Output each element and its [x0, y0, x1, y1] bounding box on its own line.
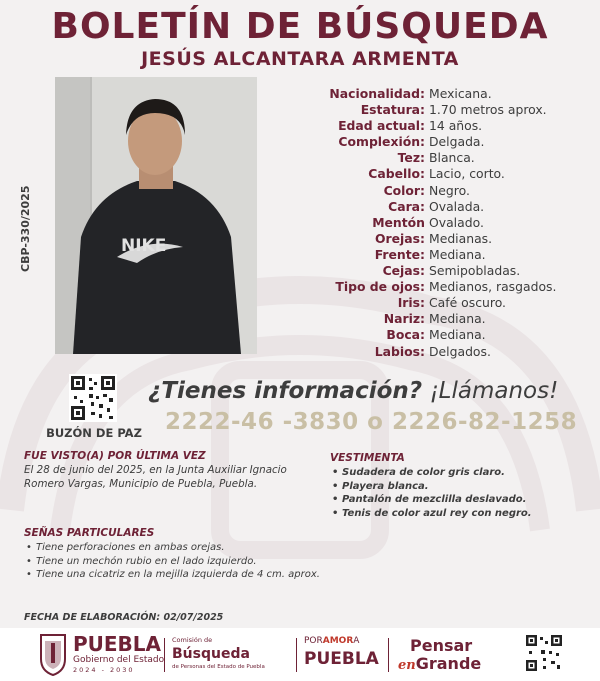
spec-value: Semipobladas.	[429, 263, 521, 279]
spec-value: Ovalada.	[429, 198, 485, 214]
spec-row	[300, 102, 590, 118]
case-code: CBP-330/2025	[19, 185, 32, 272]
spec-row	[300, 247, 590, 263]
state-shield-icon	[38, 631, 68, 677]
spec-label: Mentón	[372, 214, 425, 230]
spec-row	[300, 295, 590, 311]
cta-call: ¡Llámanos!	[429, 378, 559, 404]
missing-person-photo	[55, 77, 257, 354]
spec-row	[300, 150, 590, 166]
spec-value: Mexicana.	[429, 86, 492, 101]
shirt-logo-text: NIKE	[121, 236, 167, 256]
spec-label: Complexión:	[338, 134, 425, 150]
list-item: • Playera blanca.	[330, 480, 595, 494]
spec-value: Medianos, rasgados.	[429, 279, 557, 295]
divider	[296, 638, 297, 672]
spec-label: Cejas:	[382, 263, 425, 279]
years-text: 2024 - 2030	[73, 666, 135, 674]
missing-person-name: JESÚS ALCANTARA ARMENTA	[141, 48, 459, 70]
physical-description	[300, 86, 590, 360]
spec-row	[300, 279, 590, 295]
spec-value: Negro.	[429, 182, 470, 198]
spec-label: Tez:	[397, 150, 425, 166]
list-item: • Sudadera de color gris claro.	[330, 466, 595, 480]
spec-value: Mediana.	[429, 246, 486, 262]
busqueda-logo-text: Búsqueda	[172, 646, 250, 662]
spec-row	[300, 199, 590, 215]
spec-value: Mediana.	[429, 327, 486, 343]
gobierno-text: Gobierno del Estado	[73, 655, 165, 665]
divider	[388, 638, 389, 672]
spec-label: Cabello:	[368, 166, 425, 182]
spec-label: Edad actual:	[338, 118, 425, 134]
spec-value: Lacio, corto.	[429, 166, 505, 182]
spec-value: 1.70 metros aprox.	[429, 102, 547, 118]
clothing-section	[330, 452, 595, 520]
spec-value: Medianas.	[429, 230, 493, 246]
spec-label: Orejas:	[375, 230, 425, 246]
spec-row	[300, 344, 590, 360]
spec-value: Blanca.	[429, 150, 475, 166]
spec-row	[300, 86, 590, 102]
por-amor-text: PORAMORA	[304, 636, 360, 646]
pensar-text: Pensar	[410, 636, 473, 655]
distinguishing-marks-list	[24, 541, 474, 582]
spec-label: Cara:	[388, 198, 425, 214]
list-item: • Pantalón de mezclilla deslavado.	[330, 493, 595, 507]
phone-numbers	[165, 409, 577, 435]
comision-text: Comisión de	[172, 636, 213, 644]
spec-label: Estatura:	[360, 102, 425, 118]
last-seen-title: FUE VISTO(A) POR ÚLTIMA VEZ	[24, 450, 206, 462]
puebla-logo-text: PUEBLA	[73, 632, 162, 656]
spec-value: Café oscuro.	[429, 295, 506, 311]
spec-value: Delgados.	[429, 343, 491, 359]
spec-row	[300, 134, 590, 150]
busqueda-subtitle: de Personas del Estado de Puebla	[172, 664, 265, 670]
spec-row	[300, 118, 590, 134]
last-seen-text: El 28 de junio del 2025, en la Junta Auxiliar Ignacio Romero Vargas, Municipio de Puebla, Puebla.	[24, 464, 287, 490]
list-item: • Tenis de color azul rey con negro.	[330, 507, 595, 521]
spec-label: Frente:	[374, 246, 425, 262]
en-grande-text: enGrande	[398, 654, 482, 673]
distinguishing-marks-title: SEÑAS PARTICULARES	[24, 527, 155, 539]
elaboration-date: FECHA DE ELABORACIÓN: 02/07/2025	[24, 612, 224, 623]
spec-label: Color:	[383, 182, 425, 198]
spec-label: Boca:	[386, 327, 425, 343]
list-item: • Tiene un mechón rubio en el lado izquierdo.	[24, 555, 474, 569]
phone-number-2[interactable]: 2226-82-1258	[391, 409, 578, 435]
spec-value: 14 años.	[429, 118, 483, 134]
qr-code-icon[interactable]	[525, 634, 563, 672]
spec-label: Labios:	[374, 343, 425, 359]
list-item: • Tiene una cicatriz en la mejilla izquierda de 4 cm. aprox.	[24, 568, 474, 582]
spec-label: Tipo de ojos:	[335, 279, 425, 295]
clothing-title: VESTIMENTA	[330, 452, 405, 464]
buzon-de-paz-label: BUZÓN DE PAZ	[46, 426, 142, 440]
phone-number-1[interactable]: 2222-46 -3830	[165, 409, 359, 435]
list-item: • Tiene perforaciones en ambas orejas.	[24, 541, 474, 555]
spec-label: Nacionalidad:	[329, 86, 425, 101]
phone-connector: o	[367, 409, 384, 435]
qr-code-icon[interactable]	[69, 374, 117, 422]
spec-label: Iris:	[397, 295, 425, 311]
spec-row	[300, 263, 590, 279]
spec-value: Ovalado.	[429, 214, 484, 230]
clothing-list	[330, 466, 595, 520]
spec-row	[300, 231, 590, 247]
person-illustration	[55, 77, 257, 354]
cta-question: ¿Tienes información?	[148, 378, 423, 404]
por-amor-puebla-text: PUEBLA	[304, 649, 379, 669]
spec-row	[300, 215, 590, 231]
distinguishing-marks-section	[24, 527, 474, 582]
last-seen-section	[24, 450, 314, 491]
spec-row	[300, 183, 590, 199]
spec-value: Delgada.	[429, 134, 485, 150]
footer-logos	[0, 628, 600, 681]
call-to-action	[148, 378, 558, 404]
spec-row	[300, 166, 590, 182]
bulletin-title: BOLETÍN DE BÚSQUEDA	[51, 6, 549, 47]
divider	[164, 638, 165, 672]
spec-row	[300, 311, 590, 327]
spec-row	[300, 327, 590, 343]
spec-label: Nariz:	[383, 311, 425, 327]
spec-value: Mediana.	[429, 311, 486, 327]
